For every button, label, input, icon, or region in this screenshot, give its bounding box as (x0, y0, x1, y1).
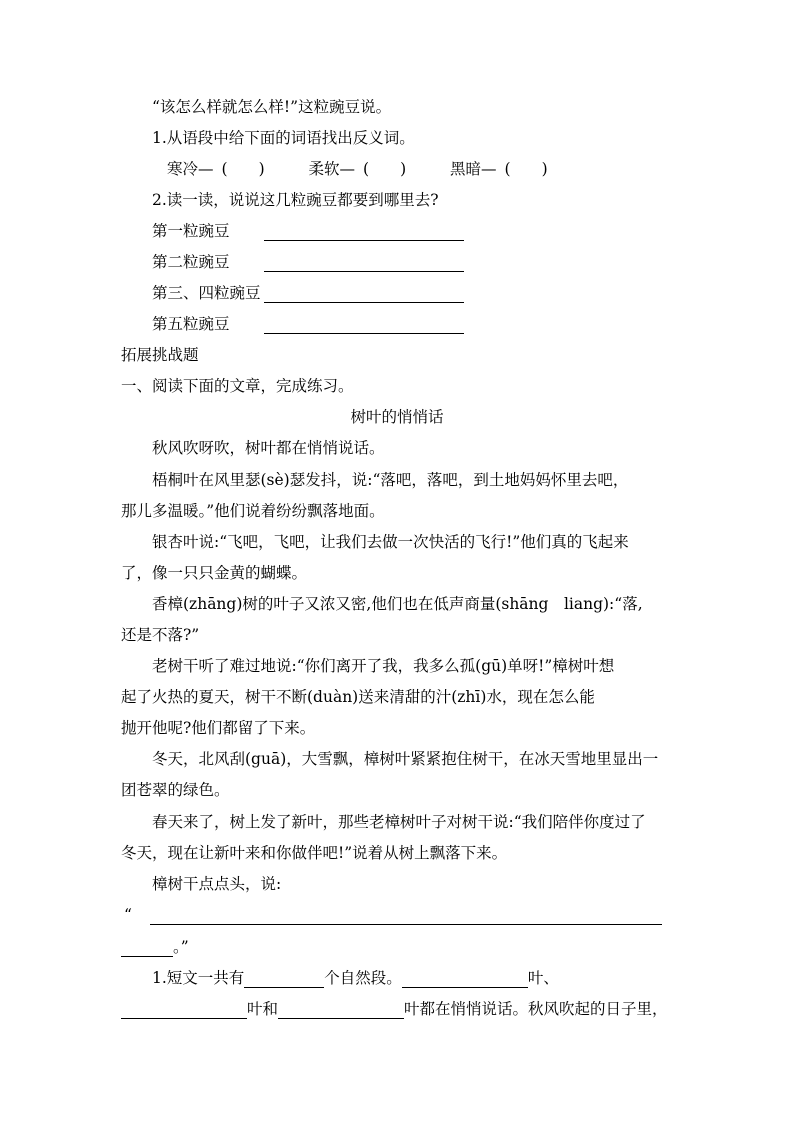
question-2: 2.读一读，说说这几粒豌豆都要到哪里去? (152, 191, 439, 209)
answer-line[interactable] (244, 971, 324, 988)
paragraph-3-line-1: 银杏叶说:“飞吧，飞吧，让我们去做一次快活的飞行!”他们真的飞起来 (152, 533, 629, 551)
paragraph-7-line-1: 春天来了，树上发了新叶，那些老樟树叶子对树干说:“我们陪伴你度过了 (152, 813, 646, 831)
pea-label-4: 第五粒豌豆 (152, 315, 230, 333)
answer-line[interactable] (264, 255, 464, 272)
pea-row-1 (152, 221, 464, 241)
paragraph-2-line-1: 梧桐叶在风里瑟(sè)瑟发抖，说:“落吧，落吧，到土地妈妈怀里去吧， (152, 471, 629, 489)
exercise-1-text-a: 1.短文一共有 (152, 969, 245, 987)
article-title: 树叶的悄悄话 (350, 408, 444, 426)
paragraph-4-line-2: 还是不落?” (121, 626, 200, 644)
answer-line[interactable] (278, 1002, 404, 1019)
paragraph-7-line-2: 冬天，现在让新叶来和你做伴吧!”说着从树上飘落下来。 (121, 844, 508, 862)
paragraph-8: 樟树干点点头，说: (152, 875, 282, 893)
exercise-1-text-d: 叶和 (247, 1000, 279, 1018)
answer-line[interactable] (264, 286, 464, 303)
answer-line[interactable] (121, 1002, 247, 1019)
part-one-instruction: 一、阅读下面的文章，完成练习。 (121, 377, 354, 395)
answer-line[interactable] (264, 224, 464, 241)
exercise-1-text-b: 个自然段。 (324, 969, 402, 987)
pea-label-3: 第三、四粒豌豆 (152, 284, 261, 302)
top-quote: “该怎么样就怎么样!”这粒豌豆说。 (152, 98, 392, 116)
antonym-word-1: 寒冷— (167, 160, 214, 178)
exercise-1-text-c: 叶、 (527, 969, 559, 987)
paragraph-3-line-2: 了，像一只只金黄的蝴蝶。 (121, 564, 308, 582)
open-quote: “ (124, 906, 132, 924)
exercise-1-text-e: 叶都在悄悄说话。秋风吹起的日子里， (404, 1000, 668, 1018)
paragraph-5-line-1: 老树干听了难过地说:“你们离开了我，我多么孤(gū)单呀!”樟树叶想 (152, 657, 615, 675)
antonym-blank-1[interactable]: ( ) (221, 160, 265, 178)
antonym-word-3: 黑暗— (450, 160, 497, 178)
pea-label-2: 第二粒豌豆 (152, 253, 230, 271)
antonym-blank-2[interactable]: ( ) (363, 160, 407, 178)
answer-line[interactable] (402, 971, 528, 988)
paragraph-1: 秋风吹呀吹，树叶都在悄悄说话。 (152, 439, 385, 457)
antonym-row (167, 159, 548, 179)
exercise-1-line-1 (152, 968, 559, 988)
answer-line[interactable] (121, 940, 173, 957)
fill-quote-line-2 (121, 937, 189, 957)
pea-label-1: 第一粒豌豆 (152, 222, 230, 240)
pea-row-4 (152, 314, 464, 334)
paragraph-4-line-1: 香樟(zhāng)树的叶子又浓又密,他们也在低声商量(shāng liang):“落, (152, 595, 643, 613)
paragraph-2-line-2: 那儿多温暖。”他们说着纷纷飘落地面。 (121, 502, 385, 520)
paragraph-6-line-2: 团苍翠的绿色。 (121, 781, 230, 799)
answer-line[interactable] (264, 317, 464, 334)
fill-quote-line-1 (124, 905, 662, 925)
pea-row-3 (152, 283, 464, 303)
section-title: 拓展挑战题 (121, 346, 199, 364)
paragraph-5-line-3: 抛开他呢?他们都留了下来。 (121, 719, 316, 737)
paragraph-5-line-2: 起了火热的夏天，树干不断(duàn)送来清甜的汁(zhī)水，现在怎么能 (121, 688, 595, 706)
paragraph-6-line-1: 冬天，北风刮(guā)，大雪飘，樟树叶紧紧抱住树干，在冰天雪地里显出一 (152, 750, 659, 768)
antonym-word-2: 柔软— (308, 160, 356, 178)
close-quote: 。” (173, 938, 189, 956)
exercise-1-line-2 (121, 999, 668, 1019)
question-1: 1.从语段中给下面的词语找出反义词。 (152, 129, 415, 147)
antonym-blank-3[interactable]: ( ) (504, 160, 548, 178)
pea-row-2 (152, 252, 464, 272)
answer-line[interactable] (150, 908, 662, 925)
